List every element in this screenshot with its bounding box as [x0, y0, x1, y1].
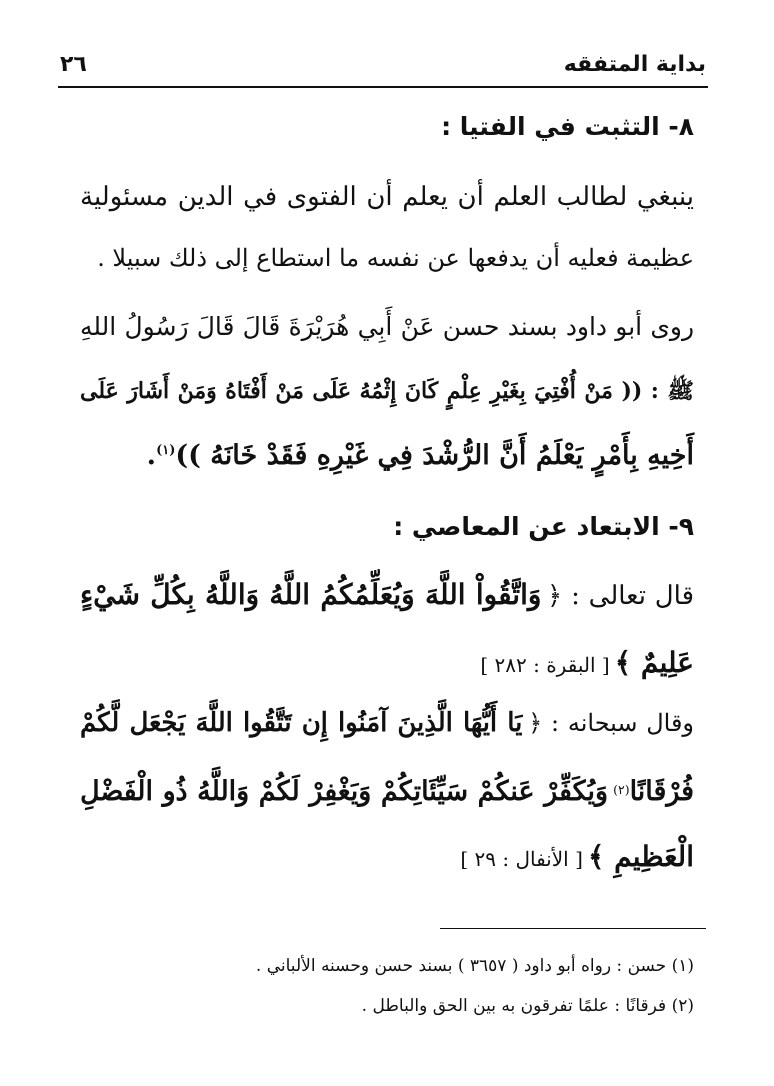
quran-text: الْعَظِيمِ ﴾: [587, 840, 694, 873]
footnote-1: (١) حسن : رواه أبو داود ( ٣٦٥٧ ) بسند حسن وحسنه الألباني .: [255, 956, 694, 976]
section-9-heading: ٩- الابتعاد عن المعاصي :: [393, 512, 694, 541]
verse-intro: وقال سبحانه : ﴿: [528, 709, 695, 737]
quran-text: وَاتَّقُواْ اللَّهَ وَيُعَلِّمُكُمُ اللَّهُ وَاللَّهُ بِكُلِّ شَيْءٍ: [80, 578, 542, 611]
hadith-line: [80, 440, 694, 471]
verse-line: [80, 646, 694, 679]
verse-line: [80, 578, 694, 611]
verse-line: [80, 840, 694, 873]
quran-text: يَا أَيُّهَا الَّذِينَ آمَنُوا إِن تَتَّقُوا اللَّهَ يَجْعَل لَّكُمْ: [80, 708, 523, 738]
verse-line: [80, 708, 694, 738]
footnote-2: (٢) فرقانًا : علمًا تفرقون به بين الحق والباطل .: [361, 996, 694, 1016]
verse-line: [80, 776, 694, 807]
paragraph-line: عظيمة فعليه أن يدفعها عن نفسه ما استطاع إلى ذلك سبيلا .: [97, 244, 694, 272]
quran-text: عَلِيمٌ ﴾: [614, 646, 694, 679]
page-header: [60, 44, 706, 84]
paragraph-line: روى أبو داود بسند حسن عَنْ أَبِي هُرَيْرَةَ قَالَ قَالَ رَسُولُ اللهِ: [80, 312, 694, 341]
period: .: [146, 440, 157, 471]
section-8-heading: ٨- التثبت في الفتيا :: [441, 112, 694, 141]
header-divider: [58, 86, 708, 88]
quran-text: فُرْقَانًا: [629, 776, 694, 807]
page-number: ٢٦: [60, 51, 87, 77]
paragraph-line: ينبغي لطالب العلم أن يعلم أن الفتوى في الدين مسئولية: [80, 182, 694, 212]
verse-intro: قال تعالى : ﴿: [547, 581, 694, 611]
quran-text: وَيُكَفِّرْ عَنكُمْ سَيِّئَاتِكُمْ وَيَغْفِرْ لَكُمْ وَاللَّهُ ذُو الْفَضْلِ: [80, 776, 608, 807]
footnote-divider: [440, 928, 706, 929]
hadith-text: أَخِيهِ بِأَمْرٍ يَعْلَمُ أَنَّ الرُّشْدَ فِي غَيْرِهِ فَقَدْ خَانَهُ )): [175, 440, 694, 471]
hadith-line: ﷺ : (( مَنْ أُفْتِيَ بِغَيْرِ عِلْمٍ كَانَ إِثْمُهُ عَلَى مَنْ أَفْتَاهُ وَمَنْ أَشَارَ عَلَى: [80, 378, 694, 404]
footnote-ref-2: (٢): [613, 781, 630, 797]
footnote-ref-1: (١): [156, 443, 176, 458]
verse-reference: [ البقرة : ٢٨٢ ]: [480, 653, 610, 677]
book-title: بداية المتفقه: [563, 51, 706, 77]
verse-reference: [ الأنفال : ٢٩ ]: [460, 847, 583, 871]
